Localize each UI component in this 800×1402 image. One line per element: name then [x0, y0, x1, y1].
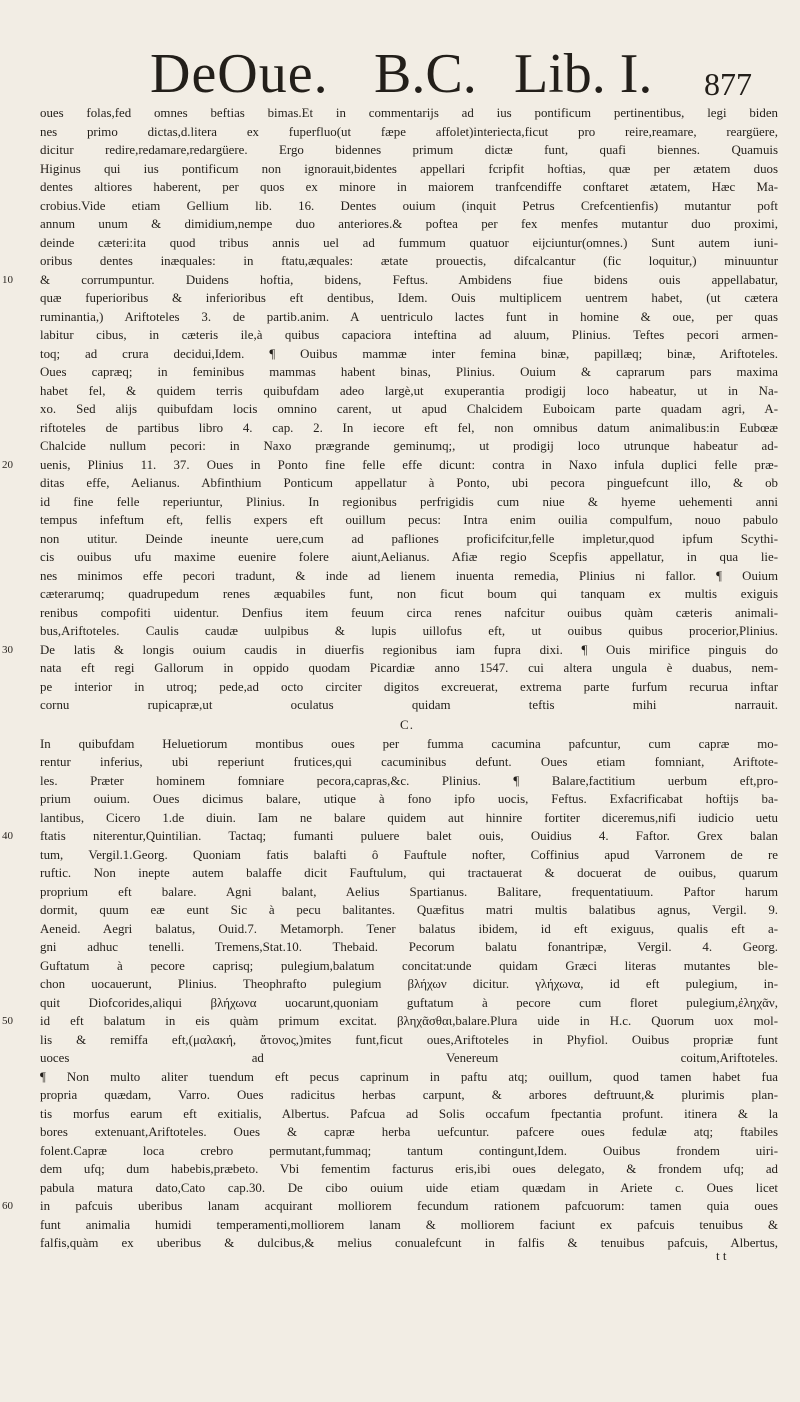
line-text: ditas effe, Aelianus. Abfinthium Ponticum appellatur à Ponto, ubi pecora pinguefcunt illo, & ob	[40, 476, 778, 490]
line-text: Oues capræq; in feminibus mammas habent binas, Plinius. Ouium & caprarum pars maxima	[40, 365, 778, 379]
section-mark: C.	[400, 716, 414, 732]
line-text: pabula matura dato,Cato cap.30. De cibo ouium uide etiam quædam in Ariete c. Oues licet	[40, 1180, 778, 1195]
line-text: id eft balatum in eis quàm primum excitat. βληχᾶσθαι,balare.Plura uide in H.c. Quorum uox mol-	[40, 1014, 778, 1028]
line-text: lis & remiffa eft,(μαλακή, ἄτονος,)mites funt,ficut oues,Ariftoteles in Phyfiol. Ouibus propriæ funt	[40, 1032, 778, 1047]
line-text: Higinus qui ius pontificum non ignorauit,bidentes appellari fcripfit hoftias, quæ per ætatem duos	[40, 161, 778, 176]
text-line	[36, 197, 778, 216]
text-line	[2, 1197, 778, 1216]
text-line	[36, 1179, 778, 1198]
text-line	[36, 400, 778, 419]
line-text: ruminantia,) Ariftoteles 3. de partib.anim. A uentriculo lactes funt in homine & oue, per quas	[40, 309, 778, 324]
line-text: dem ufq; dum habebis,præbeto. Vbi fementim facturus eris,ibi oues delegato, & frondem ufq; ad	[40, 1162, 778, 1176]
line-text: tis morfus earum eft exitialis, Albertus. Pafcua ad Solis occafum fpectantia profunt. itinera & la	[40, 1106, 778, 1121]
line-text: toq; ad crura decidui,Idem. ¶ Ouibus mammæ inter femina binæ, papillæq; binæ, Ariftoteles.	[40, 346, 778, 361]
text-line	[36, 1160, 778, 1179]
text-line	[36, 809, 778, 828]
text-line	[36, 901, 778, 920]
text-line	[36, 696, 778, 715]
line-text: les. Præter hominem fomniare pecora,capras,&c. Plinius. ¶ Balare,factitium uerbum eft,pro-	[40, 773, 778, 788]
text-line	[36, 678, 778, 697]
line-text: tum, Vergil.1.Georg. Quoniam fatis balafti ô Fauftule nofter, Coffinius apud Varronem de re	[40, 847, 778, 862]
text-line	[36, 772, 778, 791]
text-line	[36, 363, 778, 382]
text-line	[36, 215, 778, 234]
text-line	[36, 234, 778, 253]
line-text: & corrumpuntur. Duidens hoftia, bidens, Feftus. Ambidens fiue bidens ouis appellabatur,	[40, 272, 778, 287]
page-number: 877	[704, 66, 752, 102]
header-book: B.C.	[374, 43, 477, 105]
text-line	[36, 846, 778, 865]
line-text: habet fel, & quidem terris quibufdam adeo largè,ut exuperantia prodigij loco habeatur, ut in Na-	[40, 383, 778, 398]
line-text: propria quædam, Varro. Oues radicitus herbas carpunt, & arbores deftruunt,& plurimis plan-	[40, 1088, 778, 1102]
line-text: Aeneid. Aegri balatus, Ouid.7. Metamorph. Tener balatus ibidem, id eft exiguus, qualis eft a-	[40, 921, 778, 936]
line-text: gni adhuc tenelli. Tremens,Stat.10. Thebaid. Pecorum balatu fonantripæ, Vergil. 4. Georg.	[40, 940, 778, 954]
line-text: renibus compofiti uidentur. Denfius item feuum circa renes nafcitur ouibus quàm cæteris animali-	[40, 605, 778, 620]
line-text: xo. Sed alijs quibufdam locis omnino carent, ut apud Chalcidem Euboicam parte quadam agri, A-	[40, 402, 778, 416]
text-body	[2, 104, 778, 1253]
text-line	[36, 864, 778, 883]
text-line	[36, 659, 778, 678]
text-line	[36, 1142, 778, 1161]
text-line	[36, 790, 778, 809]
text-line	[36, 160, 778, 179]
text-line	[36, 123, 778, 142]
line-text: pe interior in utroq; pede,ad octo circiter digitos excreuerat, extrema parte furfum recurua inftar	[40, 679, 778, 694]
text-line	[36, 1068, 778, 1087]
line-text: prium ouium. Oues dicimus balare, utique à fono ipfo uocis, Feftus. Exfacrificabat hoftijs ba-	[40, 792, 778, 806]
line-text: tempus infeftum eft, fellis expers eft ouillum pecus: Intra enim ouilia compulfum, nouo pabulo	[40, 513, 778, 527]
line-text: lantibus, Cicero 1.de diuin. Iam ne balare quidem aut hinnire fortiter diceremus,nifi iudicio uetu	[40, 810, 778, 825]
text-line	[36, 178, 778, 197]
text-line	[36, 567, 778, 586]
text-line	[36, 252, 778, 271]
line-text: quæ fuperioribus & inferioribus eft dentibus, Idem. Ouis multiplicem uentrem habet, (ut cætera	[40, 291, 778, 305]
line-text: oribus dentes inæquales: in ftatu,æquales: ætate prouectis, difcalcantur (fic loquitur,) minuuntur	[40, 254, 778, 268]
line-text: non utitur. Deinde ineunte uere,cum ad pafliones proficifcitur,felle impletur,quod ipfum Scythi-	[40, 531, 778, 546]
line-number: 60	[2, 1200, 13, 1212]
text-line	[36, 1123, 778, 1142]
line-text: Guftatum à pecore caprisq; pulegium,balatum concitat:unde quidam Græci literas mutantes ble-	[40, 958, 778, 973]
line-text: riftoteles de partibus libro 4. cap. 2. In iecore eft fel, non omnibus datum animalibus:in Eubœæ	[40, 420, 778, 435]
line-number: 20	[2, 458, 13, 471]
text-line	[36, 735, 778, 754]
line-text: cis ouibus ufu maxime euenire folere aiunt,Aelianus. Afiæ regio Scepfis appellatur, in qua lie-	[40, 550, 778, 564]
line-number: 50	[2, 1015, 13, 1027]
line-text: chon uocauerunt, Plinius. Theophrafto pulegium βλήχων dicitur. γλήχωνα, id eft pulegium, in-	[40, 977, 778, 991]
text-line	[36, 1031, 778, 1050]
text-line	[36, 530, 778, 549]
line-text: labitur cibus, in cæteris ile,à quibus capaciora inteftina ad aluum, Plinius. Teftes pecori armen-	[40, 328, 778, 342]
text-line	[36, 308, 778, 327]
text-line	[36, 957, 778, 976]
line-text: dormit, quum eæ eunt Sic à pecu balitantes. Quæfitus matri multis balatibus agnus, Vergil. 9.	[40, 903, 778, 917]
line-text: nes primo dictas,d.litera ex fuperfluo(ut fæpe affolet)interiecta,ficut pro reire,reamare, reargüere,	[40, 124, 778, 139]
text-line	[36, 883, 778, 902]
text-line	[36, 1086, 778, 1105]
text-line	[36, 1234, 778, 1253]
line-text: cæterarumq; quadrupedum renes æquabiles funt, non ficut boum qui tanquam ex multis exiguis	[40, 587, 778, 601]
text-line	[2, 1012, 778, 1031]
header-lib: Lib. I.	[514, 43, 653, 105]
text-line	[36, 1105, 778, 1124]
line-text: uenis, Plinius 11. 37. Oues in Ponto fine felle effe dicunt: contra in Naxo infula duplici felle præ-	[40, 457, 778, 472]
text-line	[36, 994, 778, 1013]
line-text: crobius.Vide etiam Gellium lib. 16. Dentes ouium (inquit Petrus Crefcentienfis) mutantur poft	[40, 198, 778, 213]
line-text: De latis & longis ouium caudis in diuerfis regionibus iam fupra dixi. ¶ Ouis mirifice pinguis do	[40, 642, 778, 657]
text-line	[36, 753, 778, 772]
line-number: 10	[2, 273, 13, 286]
line-text: ftatis niterentur,Quintilian. Tactaq; fumanti puluere balet ouis, Ouidius 4. Faftor. Grex balan	[40, 829, 778, 843]
text-line	[36, 975, 778, 994]
line-text: ruftic. Non inepte autem balaffe dicit Fauftulum, qui tractauerat & docuerat de ouibus, quarum	[40, 866, 778, 880]
text-line	[36, 437, 778, 456]
line-text: falfis,quàm ex uberibus & dulcibus,& melius conualefcunt in falfis & tenuibus pafcuis, Albertus,	[40, 1236, 778, 1250]
signature-mark: t t	[716, 1248, 727, 1263]
line-text: folent.Capræ loca crebro permutant,fummaq; tantum contingunt,Idem. Ouibus frondem uiri-	[40, 1143, 778, 1158]
text-line	[2, 827, 778, 846]
line-text: oues folas,fed omnes beftias bimas.Et in commentarijs ad ius pontificum pertinentibus, legi biden	[40, 106, 778, 120]
line-text: ¶ Non multo aliter tuendum eft pecus caprinum in paftu atq; ouillum, quod tamen habet fua	[40, 1069, 778, 1084]
text-line	[36, 622, 778, 641]
line-text: in pafcuis uberibus lanam acquirant molliorem fecundum rationem pafcuorum: tamen quia oues	[40, 1199, 778, 1213]
text-line	[36, 1216, 778, 1235]
text-line	[36, 141, 778, 160]
line-text: bus,Ariftoteles. Caulis caudæ uulpibus & lupis uillofus eft, ut ouibus quibus procerior,Plinius.	[40, 624, 778, 638]
text-line	[36, 104, 778, 123]
line-text: nes minimos effe pecori tradunt, & inde ad lienem inuenta remedia, Plinius ni fallor. ¶ Ouium	[40, 568, 778, 583]
line-number: 30	[2, 643, 13, 656]
line-text: quit Diofcorides,aliqui βλήχωνα uocarunt,quoniam guftatum à pecore cum floret pulegium,ἐληχᾶν,	[40, 995, 778, 1010]
text-line	[36, 289, 778, 308]
text-line	[2, 456, 778, 475]
line-text: id fine felle reperiuntur, Plinius. In regionibus perfrigidis cum niue & hyeme uehementi anni	[40, 494, 778, 509]
running-header	[150, 40, 790, 108]
text-line	[36, 326, 778, 345]
line-text: bores extenuant,Ariftoteles. Oues & capræ herba uefcuntur. pafcere oues fedulæ atq; ftabiles	[40, 1125, 778, 1139]
line-text: funt animalia humidi temperamenti,molliorem lanam & molliorem faciunt ex pafcuis tenuibus &	[40, 1217, 778, 1232]
header-title: DeOue.	[150, 43, 329, 105]
line-text: Chalcide nullum pecori: in Naxo prægrande geminumq;, ut prodigij loco utrunque habeatur ad-	[40, 439, 778, 453]
line-text: dentes altiores haberent, per quos ex minore in maiorem tranfcendiffe conftaret ætatem, Hæc Ma-	[40, 180, 778, 194]
text-line	[36, 938, 778, 957]
text-line	[2, 641, 778, 660]
line-text: nata eft regi Gallorum in oppido quodam Picardiæ anno 1547. cui altera ungula è duabus, nem-	[40, 661, 778, 675]
line-text: In quibufdam Heluetiorum montibus oues per fumma cacumina pafcuntur, cum capræ mo-	[40, 736, 778, 751]
line-text: uoces ad Venereum coitum,Ariftoteles.	[40, 1051, 778, 1065]
text-line	[36, 474, 778, 493]
text-line	[36, 920, 778, 939]
line-text: cornu rupicapræ,ut oculatus quidam teftis mihi narrauit.	[40, 698, 778, 712]
text-line	[36, 345, 778, 364]
line-text: proprium eft balare. Agni balant, Aelius Spartianus. Balitare, frequentatiuum. Paftor harum	[40, 884, 778, 899]
text-line	[36, 419, 778, 438]
text-line	[36, 493, 778, 512]
text-line	[2, 271, 778, 290]
text-line	[36, 382, 778, 401]
line-number: 40	[2, 830, 13, 842]
line-text: annum unum & dimidium,nempe duo anteriores.& poftea per fex menfes mutantur duo proximi,	[40, 217, 778, 231]
text-line	[36, 548, 778, 567]
text-line	[36, 585, 778, 604]
text-line	[36, 1049, 778, 1068]
text-line	[36, 511, 778, 530]
text-line	[36, 604, 778, 623]
line-text: dicitur redire,redamare,redargüere. Ergo bidennes primum dictæ funt, quafi biennes. Quamuis	[40, 143, 778, 157]
line-text: rentur inferius, ubi reperiunt frutices,qui cacuminibus defunt. Oues etiam fomniant, Ariftote-	[40, 755, 778, 769]
line-text: deinde cæteri:ita quod tribus annis uel ad fummum quatuor eijciuntur(omnes.) Sunt autem iuni-	[40, 235, 778, 250]
